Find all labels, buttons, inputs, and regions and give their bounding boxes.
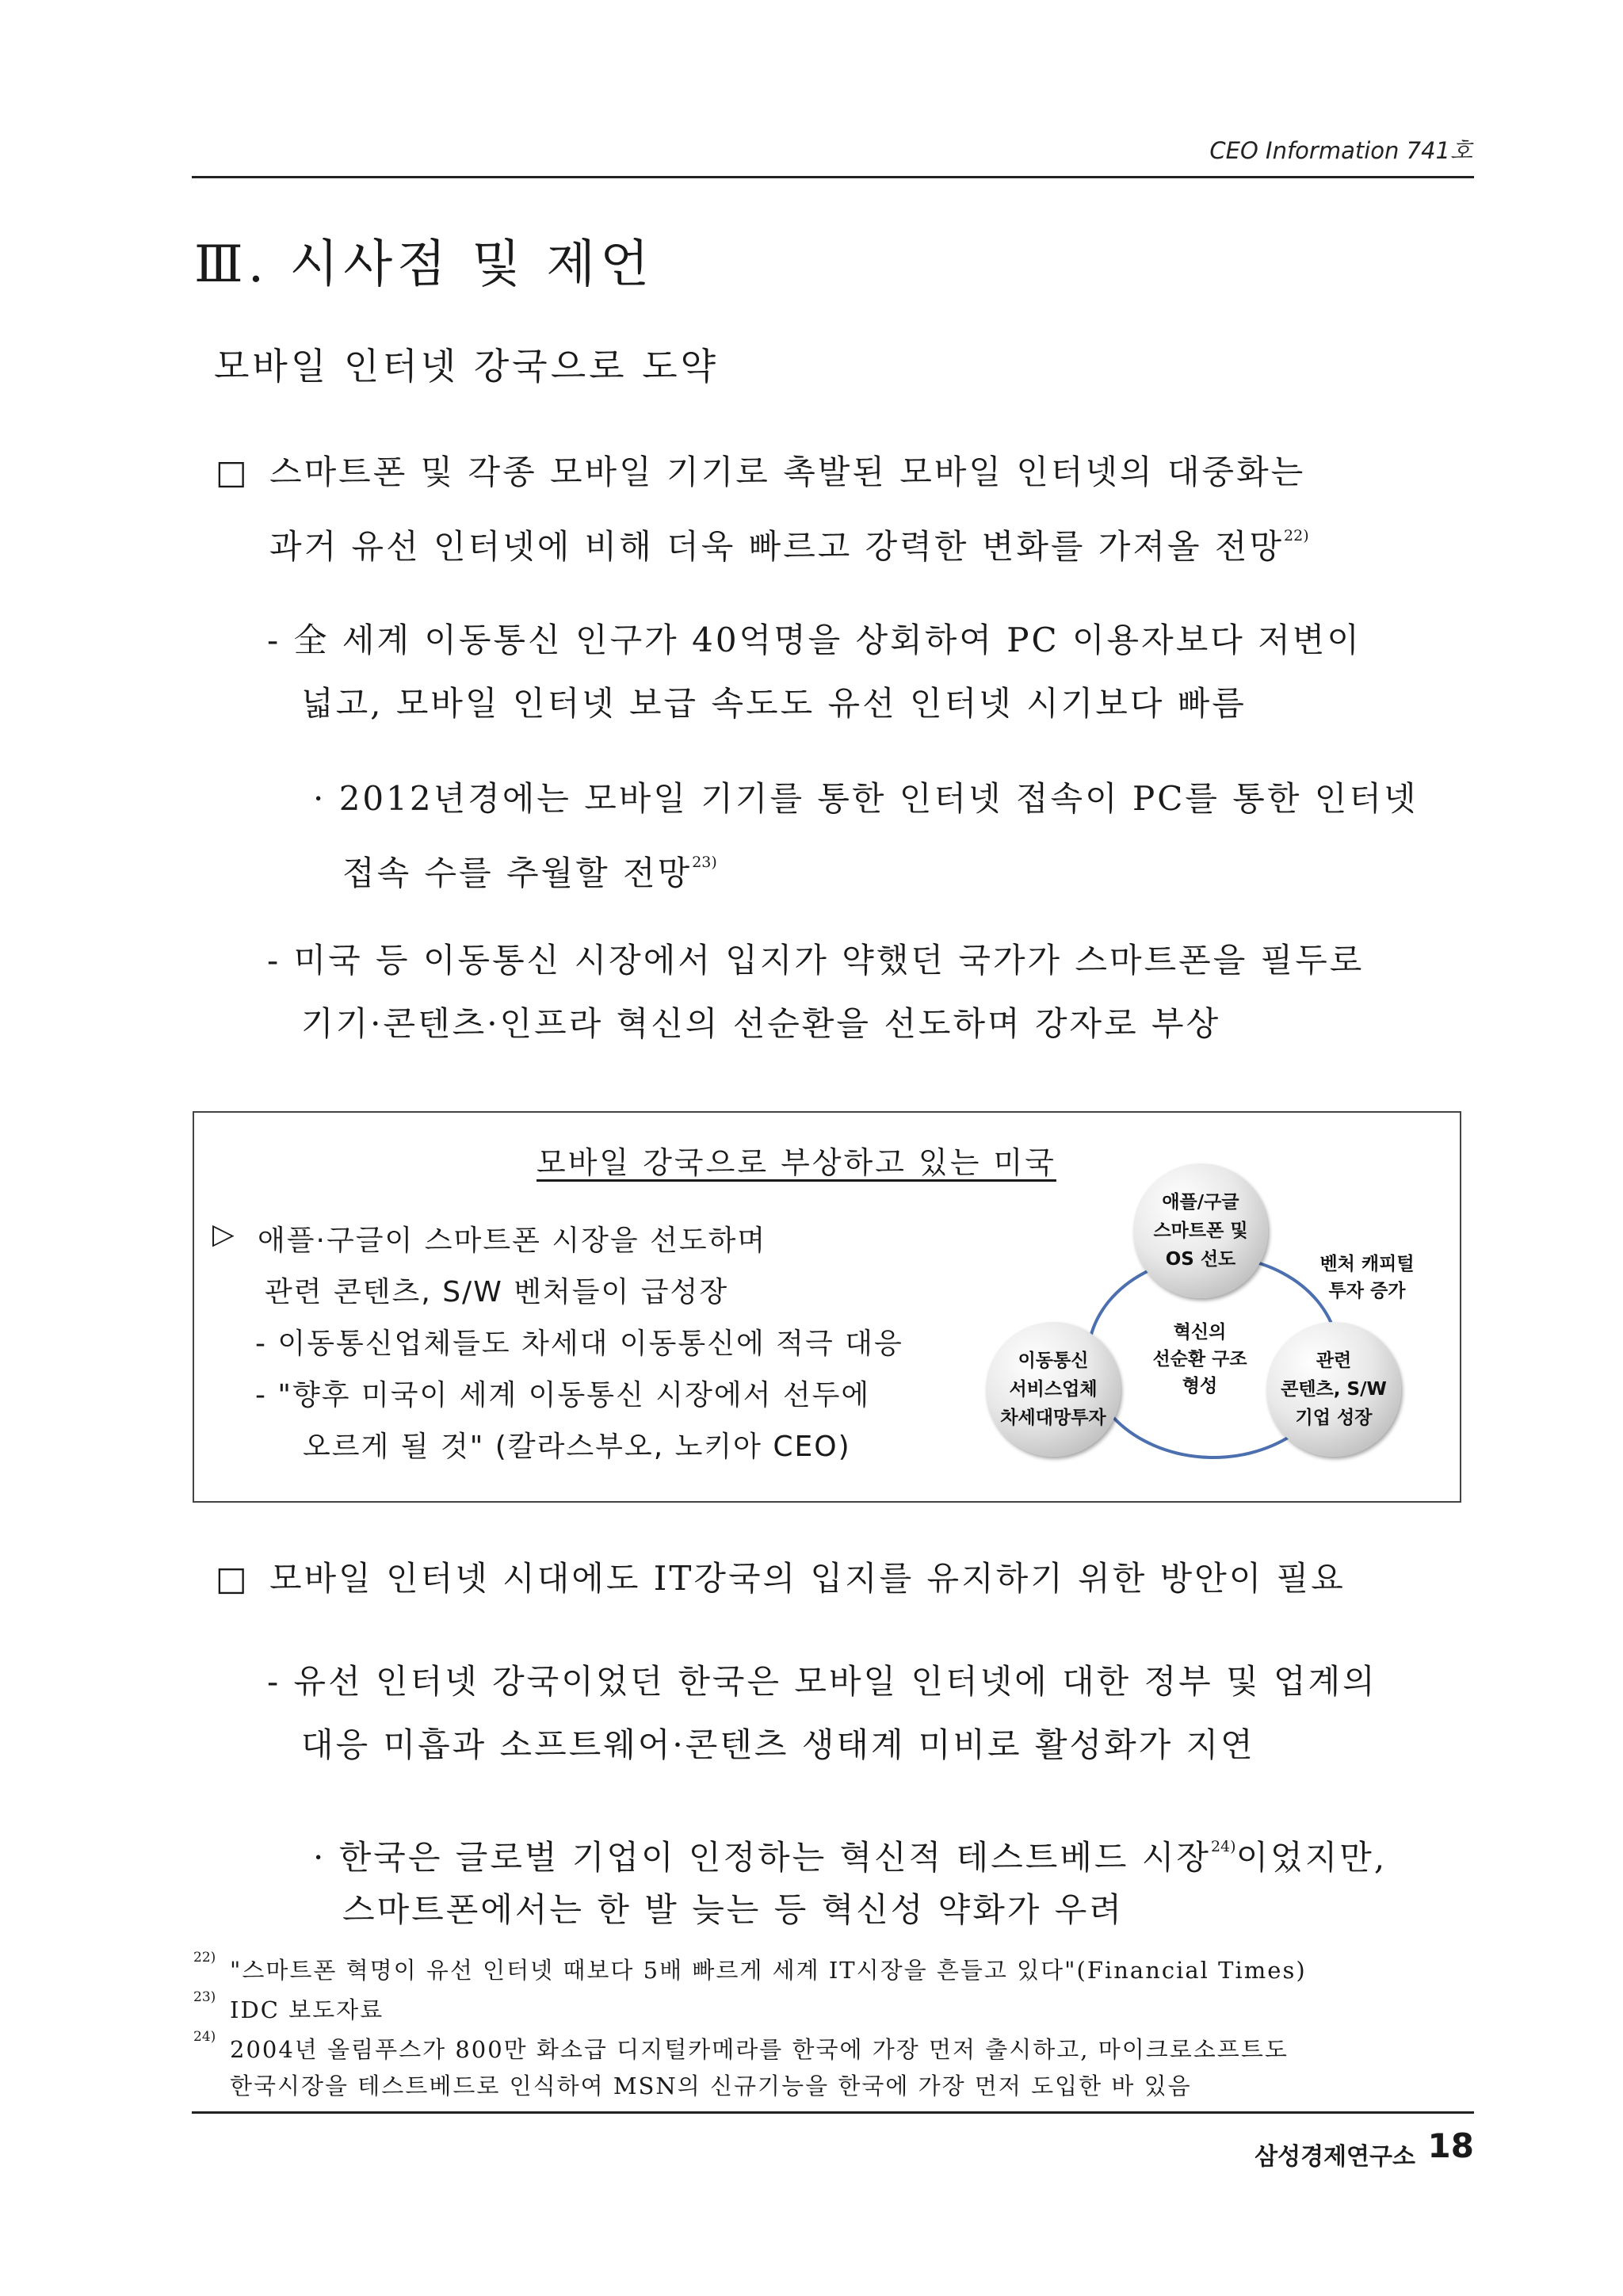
footnote-23: IDC 보도자료 (230, 1996, 384, 2023)
footnote-24: 2004년 올림푸스가 800만 화소급 디지털카메라를 한국에 가장 먼저 출시하고, 마이크로소프트도 (230, 2036, 1289, 2063)
bullet2-sub1-line2: 대응 미흡과 소프트웨어·콘텐츠 생태계 미비로 활성화가 지연 (301, 1725, 1255, 1764)
footnote-24-continued: 한국시장을 테스트베드로 인식하여 MSN의 신규기능을 한국에 가장 먼저 도입한 바 있음 (230, 2073, 1192, 2099)
bullet2-detail-line1: · 한국은 글로벌 기업이 인정하는 혁신적 테스트베드 시장$^{24)}$이었지만, (313, 1838, 1388, 1877)
box-arrow-icon: ▷ (212, 1218, 236, 1251)
footnote-22: "스마트폰 혁명이 유선 인터넷 때보다 5배 빠르게 세계 IT시장을 흔들고 있다"(Financial Times) (230, 1957, 1307, 1984)
footnote-num-23: 23) (193, 1989, 216, 2005)
box-line4: - "향후 미국이 세계 이동통신 시장에서 선두에 (255, 1379, 871, 1412)
footnote-num-22: 22) (193, 1950, 216, 1966)
bullet1-sub1-line1: - 全 세계 이동통신 인구가 40억명을 상회하여 PC 이용자보다 저변이 (267, 621, 1361, 659)
publication-header: CEO Information 741호 (1209, 137, 1472, 164)
cycle-side-note: 벤처 캐피털 투자 증가 (1319, 1254, 1415, 1301)
box-line2: 관련 콘텐츠, S/W 벤처들이 급성장 (265, 1276, 729, 1308)
bullet1-sub2-line1: - 미국 등 이동통신 시장에서 입지가 약했던 국가가 스마트폰을 필두로 (267, 941, 1365, 980)
bullet1-marker: □ (216, 453, 250, 491)
bubble-left: 이동통신 서비스업체 차세대망투자 (986, 1322, 1121, 1457)
header-rule (192, 176, 1474, 178)
bullet1-detail-line1: · 2012년경에는 모바일 기기를 통한 인터넷 접속이 PC를 통한 인터넷 (313, 779, 1419, 818)
bullet2-marker: □ (216, 1559, 250, 1598)
footnote-ref-23: 23) (692, 854, 717, 871)
footer-rule (192, 2111, 1474, 2114)
section-title: Ⅲ. 시사점 및 제언 (194, 235, 655, 294)
bullet2-line1: 모바일 인터넷 시대에도 IT강국의 입지를 유지하기 위한 방안이 필요 (269, 1559, 1346, 1598)
footer-organization: 삼성경제연구소 (1254, 2143, 1415, 2171)
bubble-top: 애플/구글 스마트폰 및 OS 선도 (1133, 1163, 1268, 1298)
bullet1-sub1-line2: 넓고, 모바일 인터넷 보급 속도도 유선 인터넷 시기보다 빠름 (301, 684, 1247, 723)
footnote-ref-22: 22) (1284, 527, 1309, 544)
bullet1-sub2-line2: 기기·콘텐츠·인프라 혁신의 선순환을 선도하며 강자로 부상 (301, 1004, 1221, 1043)
cycle-center-label: 혁신의 선순환 구조 형성 (1152, 1322, 1247, 1396)
box-line1: 애플·구글이 스마트폰 시장을 선도하며 (258, 1224, 767, 1257)
bullet1-line1: 스마트폰 및 각종 모바일 기기로 촉발된 모바일 인터넷의 대중화는 (269, 453, 1306, 491)
footnote-ref-24: 24) (1210, 1838, 1236, 1855)
box-title: 모바일 강국으로 부상하고 있는 미국 (537, 1145, 1056, 1180)
bullet1-line2: 과거 유선 인터넷에 비해 더욱 빠르고 강력한 변화를 가져올 전망$^{22)}$ (269, 527, 1309, 566)
bullet2-detail-line2: 스마트폰에서는 한 발 늦는 등 혁신성 약화가 우려 (342, 1890, 1124, 1929)
bubble-right: 관련 콘텐츠, S/W 기업 성장 (1266, 1322, 1401, 1457)
section-subtitle: 모바일 인터넷 강국으로 도약 (214, 345, 720, 388)
box-line5: 오르게 될 것" (칼라스부오, 노키아 CEO) (303, 1431, 851, 1463)
box-line3: - 이동통신업체들도 차세대 이동통신에 적극 대응 (255, 1328, 903, 1360)
bullet1-detail-line2: 접속 수를 추월할 전망$^{23)}$ (342, 854, 717, 892)
page-number: 18 (1427, 2126, 1474, 2165)
footnote-num-24: 24) (193, 2029, 216, 2045)
bullet2-sub1-line1: - 유선 인터넷 강국이었던 한국은 모바일 인터넷에 대한 정부 및 업계의 (267, 1662, 1377, 1701)
